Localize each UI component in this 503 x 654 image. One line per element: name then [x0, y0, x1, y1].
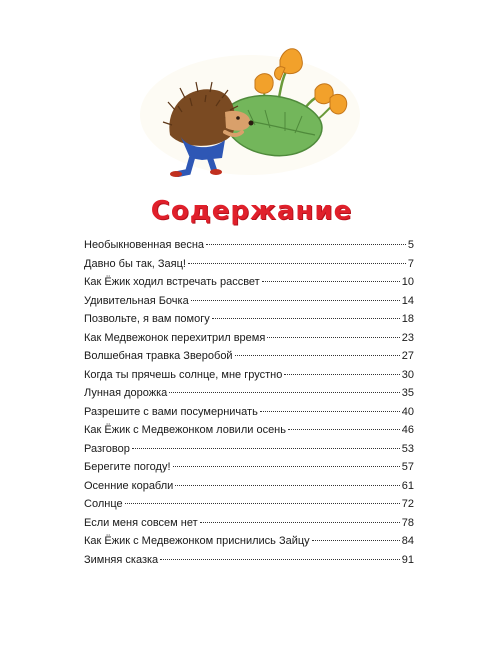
toc-entry-page: 7	[407, 257, 414, 270]
toc-entry-page: 18	[401, 313, 414, 325]
dot-leader	[188, 263, 406, 264]
dot-leader	[125, 503, 400, 504]
toc-entry-title: Как Ёжик с Медвежонком приснились Зайцу	[84, 535, 310, 547]
toc-entry	[84, 554, 414, 573]
toc-entry-page: 14	[401, 294, 414, 307]
toc-entry	[84, 461, 414, 480]
toc-entry-title: Необыкновенная весна	[84, 239, 205, 251]
toc-entry	[84, 424, 414, 443]
toc-entry-title: Как Ёжик ходил встречать рассвет	[84, 276, 260, 288]
toc-entry-title: Удивительная Бочка	[84, 294, 189, 307]
toc-entry-page: 27	[401, 350, 414, 362]
toc-entry-page: 91	[401, 553, 414, 566]
toc-entry-page: 57	[401, 461, 414, 473]
dot-leader	[206, 244, 406, 245]
toc-entry-title: Как Медвежонок перехитрил время	[84, 331, 266, 344]
toc-entry	[84, 480, 414, 499]
toc-entry-page: 30	[401, 368, 414, 381]
dot-leader	[175, 485, 399, 486]
toc-entry-title: Разговор	[84, 442, 130, 455]
page-title: Содержание	[150, 196, 353, 226]
dot-leader	[160, 559, 400, 560]
toc-entry	[84, 350, 414, 369]
toc-entry-title: Когда ты прячешь солнце, мне грустно	[84, 368, 283, 381]
toc-entry-page: 23	[401, 331, 414, 344]
toc-entry-title: Солнце	[84, 498, 123, 510]
toc-entry-title: Берегите погоду!	[84, 461, 171, 473]
toc-entry	[84, 239, 414, 258]
toc-entry	[84, 443, 414, 462]
toc-entry-page: 5	[407, 239, 414, 251]
toc-entry-title: Позвольте, я вам помогу	[84, 313, 210, 325]
toc-entry-page: 46	[401, 424, 414, 436]
dot-leader	[312, 540, 400, 541]
toc-entry	[84, 332, 414, 351]
dot-leader	[132, 448, 400, 449]
dot-leader	[200, 522, 400, 523]
toc-entry	[84, 406, 414, 425]
dot-leader	[212, 318, 400, 319]
table-of-contents	[84, 239, 414, 572]
toc-entry	[84, 369, 414, 388]
toc-entry	[84, 498, 414, 517]
dot-leader	[169, 392, 399, 393]
toc-entry-page: 78	[401, 516, 414, 529]
toc-entry-title: Волшебная травка Зверобой	[84, 350, 233, 362]
toc-entry-page: 61	[401, 479, 414, 492]
dot-leader	[288, 429, 400, 430]
toc-entry-page: 10	[401, 276, 414, 288]
toc-entry	[84, 387, 414, 406]
toc-entry	[84, 295, 414, 314]
toc-entry-page: 35	[401, 387, 414, 399]
toc-entry-title: Как Ёжик с Медвежонком ловили осень	[84, 424, 286, 436]
toc-entry	[84, 535, 414, 554]
toc-entry	[84, 276, 414, 295]
dot-leader	[173, 466, 400, 467]
toc-entry-title: Лунная дорожка	[84, 387, 168, 399]
dot-leader	[267, 337, 399, 338]
dot-leader	[235, 355, 400, 356]
toc-entry-title: Если меня совсем нет	[84, 516, 198, 529]
dot-leader	[262, 281, 400, 282]
toc-entry-page: 72	[401, 498, 414, 510]
toc-entry-page: 84	[401, 535, 414, 547]
dot-leader	[284, 374, 399, 375]
toc-entry-title: Осенние корабли	[84, 479, 174, 492]
toc-entry-page: 53	[401, 442, 414, 455]
toc-entry	[84, 313, 414, 332]
toc-entry-page: 40	[401, 405, 414, 418]
toc-entry-title: Разрешите с вами посумерничать	[84, 405, 258, 418]
toc-entry	[84, 258, 414, 277]
toc-entry-title: Давно бы так, Заяц!	[84, 257, 186, 270]
hedgehog-illustration	[130, 40, 360, 180]
dot-leader	[191, 300, 400, 301]
toc-entry	[84, 517, 414, 536]
dot-leader	[260, 411, 400, 412]
toc-entry-title: Зимняя сказка	[84, 553, 159, 566]
